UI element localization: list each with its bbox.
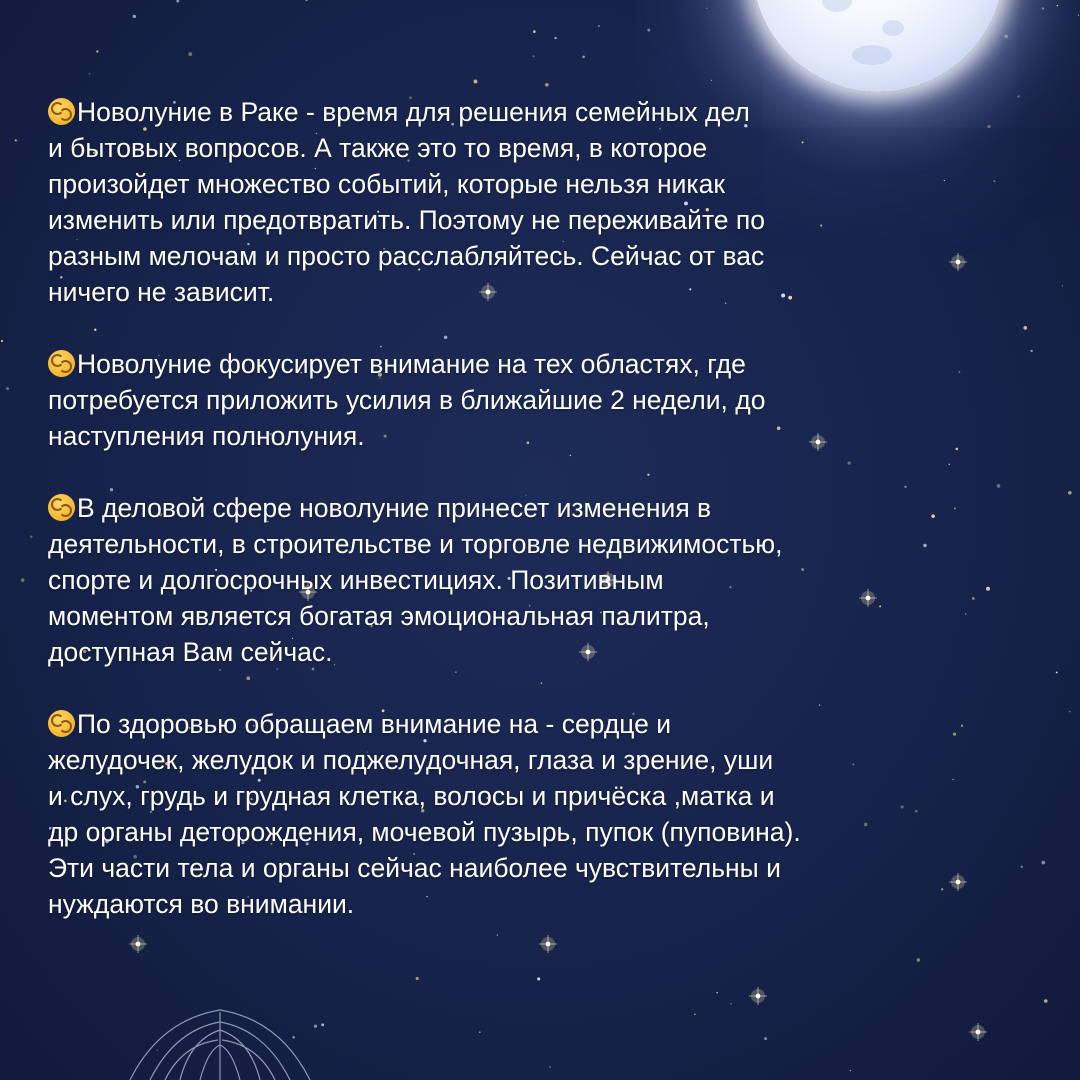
paragraph-line [48, 346, 928, 382]
paragraph-line [48, 526, 928, 562]
star [1, 340, 3, 342]
star [958, 371, 960, 373]
bright-star [949, 253, 967, 271]
star [647, 29, 650, 32]
star [952, 779, 953, 780]
star [15, 139, 17, 141]
star [997, 484, 1001, 488]
star [1056, 671, 1058, 673]
star [176, 0, 179, 2]
paragraph-line [48, 202, 928, 238]
star [6, 387, 9, 390]
star [474, 80, 478, 84]
bright-star [749, 987, 767, 1005]
star [96, 50, 98, 52]
line-text: др органы деторождения, мочевой пузырь, пупок (пуповина). [48, 817, 801, 847]
star [1041, 861, 1045, 865]
star [972, 597, 975, 600]
paragraph-4 [48, 706, 928, 922]
line-text: и бытовых вопросов. А также это то время, в которое [48, 133, 708, 163]
star [554, 37, 556, 39]
cancer-zodiac-icon [48, 710, 75, 737]
star [1023, 326, 1027, 330]
paragraph-line [48, 274, 928, 310]
star [931, 514, 935, 518]
star [944, 180, 945, 181]
star [987, 125, 990, 128]
star [582, 56, 585, 59]
star [764, 1037, 767, 1040]
paragraph-line [48, 166, 928, 202]
horoscope-text [48, 94, 928, 958]
paragraph-3 [48, 490, 928, 670]
paragraph-line [48, 418, 928, 454]
paragraph-line [48, 742, 928, 778]
cancer-zodiac-icon [48, 350, 75, 377]
star [533, 55, 535, 57]
star [1068, 491, 1072, 495]
paragraph-line [48, 814, 928, 850]
line-text: желудочек, желудок и поджелудочная, глаза и зрение, уши [48, 745, 774, 775]
coral-silhouette [120, 1000, 320, 1080]
paragraph-2 [48, 346, 928, 454]
line-text: и слух, грудь и грудная клетка, волосы и причёска ,матка и [48, 781, 775, 811]
paragraph-line [48, 130, 928, 166]
star [30, 535, 32, 537]
star [730, 1003, 732, 1005]
cancer-zodiac-icon [48, 98, 75, 125]
cancer-zodiac-icon [48, 494, 75, 521]
star [537, 977, 540, 980]
star [549, 1066, 550, 1067]
star [1030, 350, 1032, 352]
star [953, 732, 956, 735]
star [694, 1014, 695, 1015]
star [321, 1023, 324, 1026]
star [1004, 35, 1008, 39]
star [1042, 7, 1044, 9]
star [89, 73, 91, 75]
star [21, 578, 25, 582]
paragraph-line [48, 94, 928, 130]
line-text: Эти части тела и органы сейчас наиболее чувствительны и [48, 853, 781, 883]
line-text: разным мелочам и просто расслабляйтесь. Сейчас от вас [48, 241, 765, 271]
line-text: В деловой сфере новолуние принесет изменения в [77, 493, 712, 523]
star [1062, 285, 1063, 286]
star [850, 1070, 852, 1072]
paragraph-line [48, 238, 928, 274]
star [949, 464, 950, 465]
star [1021, 866, 1023, 868]
line-text: изменить или предотвратить. Поэтому не переживайте по [48, 205, 765, 235]
paragraph-line [48, 382, 928, 418]
star [941, 888, 943, 890]
bright-star [949, 873, 967, 891]
star [133, 15, 136, 18]
star [956, 448, 959, 451]
star [479, 1031, 481, 1033]
star [188, 52, 192, 56]
star [965, 613, 966, 614]
paragraph-line [48, 778, 928, 814]
line-text: моментом является богатая эмоциональная палитра, [48, 601, 710, 631]
star [1057, 5, 1058, 6]
line-text: спорте и долгосрочных инвестициях. Позитивным [48, 565, 664, 595]
star [305, 0, 307, 1]
line-text: потребуется приложить усилия в ближайшие 2 недели, до [48, 385, 766, 415]
paragraph-line [48, 886, 928, 922]
line-text: По здоровью обращаем внимание на - сердце и [77, 709, 672, 739]
star [706, 8, 707, 9]
paragraph-1 [48, 94, 928, 310]
star [545, 83, 549, 87]
star [993, 180, 995, 182]
bright-star [969, 1023, 987, 1041]
star [1044, 999, 1048, 1003]
star [954, 507, 956, 509]
line-text: деятельности, в строительстве и торговле недвижимостью, [48, 529, 783, 559]
star [533, 30, 536, 33]
line-text: произойдет множество событий, которые нельзя никак [48, 169, 725, 199]
line-text: Новолуние фокусирует внимание на тех областях, где [77, 349, 746, 379]
paragraph-line [48, 598, 928, 634]
star [1018, 95, 1020, 97]
paragraph-line [48, 634, 928, 670]
line-text: доступная Вам сейчас. [48, 637, 333, 667]
line-text: ничего не зависит. [48, 277, 275, 307]
star [711, 80, 712, 81]
star [598, 25, 600, 27]
paragraph-line [48, 850, 928, 886]
line-text: нуждаются во внимании. [48, 889, 355, 919]
star [917, 958, 920, 961]
line-text: наступления полнолуния. [48, 421, 365, 451]
paragraph-line [48, 562, 928, 598]
line-text: Новолуние в Раке - время для решения семейных дел [77, 97, 750, 127]
star [961, 725, 963, 727]
star [716, 992, 717, 993]
star [1078, 15, 1079, 16]
star [416, 977, 419, 980]
paragraph-line [48, 706, 928, 742]
star [986, 587, 990, 591]
star [1069, 711, 1071, 713]
paragraph-line [48, 490, 928, 526]
